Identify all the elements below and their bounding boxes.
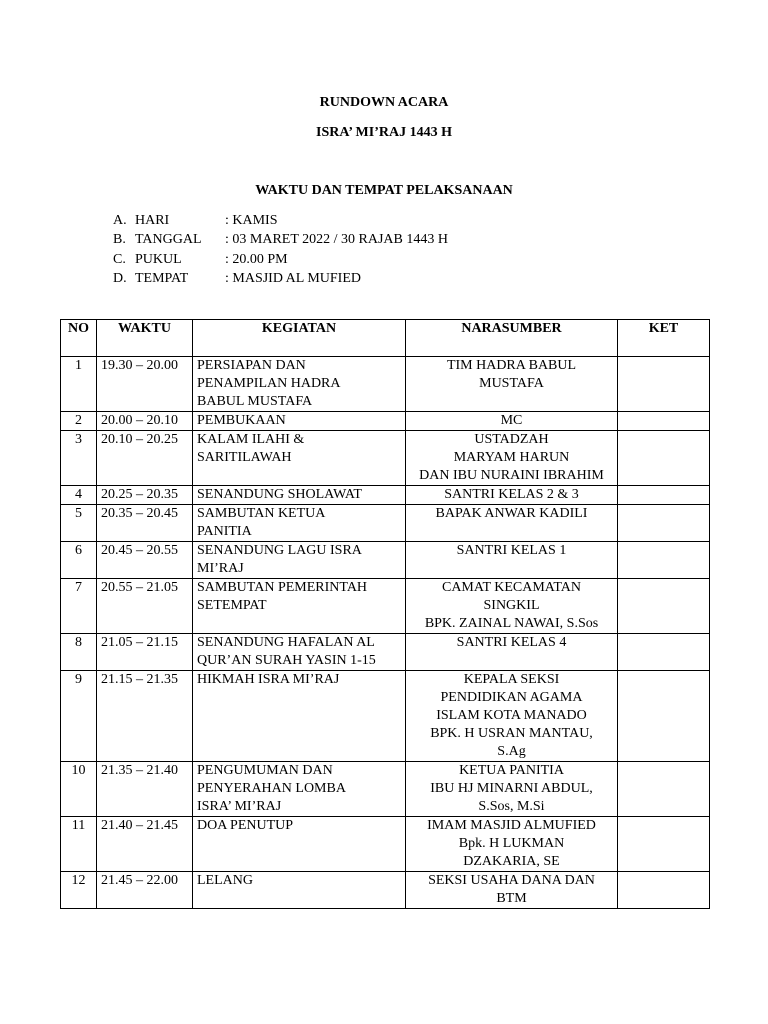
cell-waktu: 21.45 – 22.00 <box>97 872 193 909</box>
cell-waktu: 20.25 – 20.35 <box>97 486 193 505</box>
cell-narasumber: TIM HADRA BABUL MUSTAFA <box>406 357 618 412</box>
table-row <box>61 579 710 634</box>
info-letter: D. <box>113 270 127 286</box>
table-row <box>61 505 710 542</box>
cell-waktu: 20.55 – 21.05 <box>97 579 193 634</box>
cell-ket <box>618 762 710 817</box>
header-ket: KET <box>618 320 710 357</box>
info-row <box>113 230 448 249</box>
info-key: PUKUL <box>135 251 182 267</box>
info-row <box>113 269 448 288</box>
info-key: HARI <box>135 213 170 228</box>
info-value: : KAMIS <box>225 213 278 228</box>
cell-no: 2 <box>61 412 97 431</box>
cell-waktu: 21.40 – 21.45 <box>97 817 193 872</box>
cell-narasumber: KETUA PANITIA IBU HJ MINARNI ABDUL, S.Sos, M.Si <box>406 762 618 817</box>
cell-no: 5 <box>61 505 97 542</box>
cell-waktu: 20.00 – 20.10 <box>97 412 193 431</box>
cell-ket <box>618 486 710 505</box>
info-letter: C. <box>113 251 126 267</box>
cell-waktu: 21.35 – 21.40 <box>97 762 193 817</box>
cell-ket <box>618 357 710 412</box>
cell-waktu: 21.05 – 21.15 <box>97 634 193 671</box>
cell-narasumber: SEKSI USAHA DANA DAN BTM <box>406 872 618 909</box>
cell-no: 4 <box>61 486 97 505</box>
table-row <box>61 872 710 909</box>
cell-no: 7 <box>61 579 97 634</box>
cell-kegiatan: SENANDUNG SHOLAWAT <box>193 486 406 505</box>
header-waktu: WAKTU <box>97 320 193 357</box>
info-value: : 03 MARET 2022 / 30 RAJAB 1443 H <box>225 232 448 248</box>
info-letter: B. <box>113 232 126 248</box>
cell-no: 8 <box>61 634 97 671</box>
cell-ket <box>618 634 710 671</box>
table-row <box>61 357 710 412</box>
cell-ket <box>618 431 710 486</box>
cell-waktu: 19.30 – 20.00 <box>97 357 193 412</box>
cell-kegiatan: SAMBUTAN KETUA PANITIA <box>193 505 406 542</box>
header-kegiatan: KEGIATAN <box>193 320 406 357</box>
cell-ket <box>618 542 710 579</box>
info-letter: A. <box>113 213 127 228</box>
cell-no: 10 <box>61 762 97 817</box>
cell-ket <box>618 671 710 762</box>
cell-kegiatan: KALAM ILAHI & SARITILAWAH <box>193 431 406 486</box>
header-no: NO <box>61 320 97 357</box>
table-row <box>61 486 710 505</box>
cell-kegiatan: SENANDUNG LAGU ISRA MI’RAJ <box>193 542 406 579</box>
info-key: TANGGAL <box>135 232 202 248</box>
table-row <box>61 762 710 817</box>
cell-narasumber: SANTRI KELAS 1 <box>406 542 618 579</box>
table-row <box>61 412 710 431</box>
cell-waktu: 20.45 – 20.55 <box>97 542 193 579</box>
cell-narasumber: SANTRI KELAS 2 & 3 <box>406 486 618 505</box>
cell-no: 6 <box>61 542 97 579</box>
info-row <box>113 211 448 230</box>
document-title: RUNDOWN ACARA <box>319 95 449 110</box>
cell-narasumber: KEPALA SEKSI PENDIDIKAN AGAMA ISLAM KOTA MANADO BPK. H USRAN MANTAU, S.Ag <box>406 671 618 762</box>
cell-kegiatan: PENGUMUMAN DAN PENYERAHAN LOMBA ISRA’ MI’RAJ <box>193 762 406 817</box>
cell-narasumber: SANTRI KELAS 4 <box>406 634 618 671</box>
event-info-list <box>113 211 448 288</box>
cell-ket <box>618 872 710 909</box>
rundown-table <box>60 319 710 909</box>
info-value: : 20.00 PM <box>225 251 288 267</box>
cell-ket <box>618 817 710 872</box>
cell-narasumber: CAMAT KECAMATAN SINGKIL BPK. ZAINAL NAWAI, S.Sos <box>406 579 618 634</box>
cell-narasumber: IMAM MASJID ALMUFIED Bpk. H LUKMAN DZAKARIA, SE <box>406 817 618 872</box>
table-row <box>61 542 710 579</box>
cell-kegiatan: PEMBUKAAN <box>193 412 406 431</box>
cell-no: 1 <box>61 357 97 412</box>
info-key: TEMPAT <box>135 270 189 286</box>
cell-no: 11 <box>61 817 97 872</box>
cell-ket <box>618 412 710 431</box>
event-title: ISRA’ MI’RAJ 1443 H <box>316 125 452 140</box>
cell-waktu: 20.10 – 20.25 <box>97 431 193 486</box>
cell-narasumber: MC <box>406 412 618 431</box>
cell-no: 9 <box>61 671 97 762</box>
table-header-row <box>61 320 710 357</box>
cell-narasumber: USTADZAH MARYAM HARUN DAN IBU NURAINI IBRAHIM <box>406 431 618 486</box>
cell-ket <box>618 505 710 542</box>
cell-ket <box>618 579 710 634</box>
cell-waktu: 21.15 – 21.35 <box>97 671 193 762</box>
table-row <box>61 671 710 762</box>
cell-kegiatan: PERSIAPAN DAN PENAMPILAN HADRA BABUL MUSTAFA <box>193 357 406 412</box>
cell-narasumber: BAPAK ANWAR KADILI <box>406 505 618 542</box>
table-row <box>61 431 710 486</box>
info-value: : MASJID AL MUFIED <box>225 270 361 286</box>
section-title: WAKTU DAN TEMPAT PELAKSANAAN <box>255 183 513 198</box>
cell-no: 3 <box>61 431 97 486</box>
info-row <box>113 250 448 269</box>
cell-kegiatan: DOA PENUTUP <box>193 817 406 872</box>
cell-kegiatan: LELANG <box>193 872 406 909</box>
cell-kegiatan: SAMBUTAN PEMERINTAH SETEMPAT <box>193 579 406 634</box>
cell-kegiatan: HIKMAH ISRA MI’RAJ <box>193 671 406 762</box>
cell-kegiatan: SENANDUNG HAFALAN AL QUR’AN SURAH YASIN 1-15 <box>193 634 406 671</box>
cell-no: 12 <box>61 872 97 909</box>
header-narasumber: NARASUMBER <box>406 320 618 357</box>
table-row <box>61 817 710 872</box>
table-row <box>61 634 710 671</box>
cell-waktu: 20.35 – 20.45 <box>97 505 193 542</box>
